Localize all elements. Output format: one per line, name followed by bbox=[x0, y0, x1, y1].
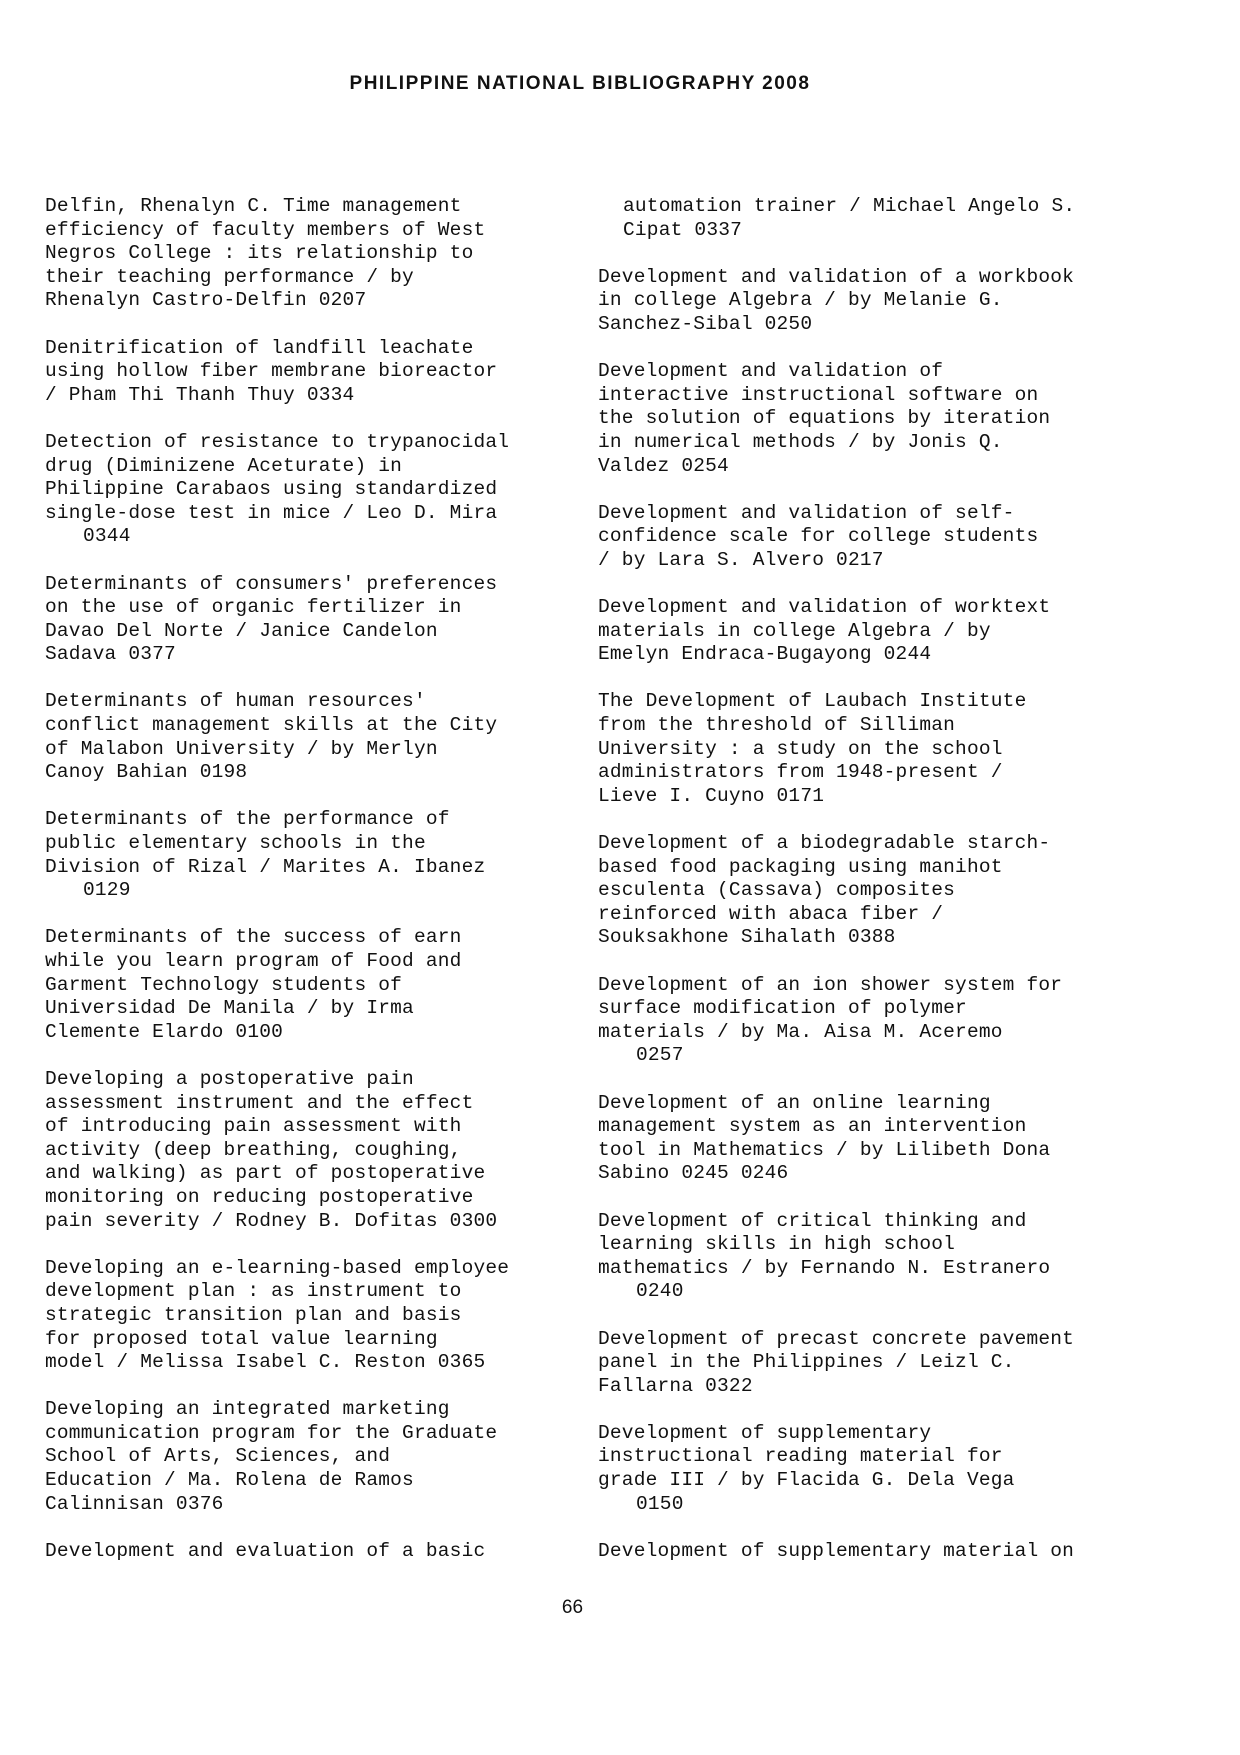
bibliography-entry bbox=[598, 1210, 1128, 1304]
entry-line: of introducing pain assessment with bbox=[45, 1115, 462, 1138]
bibliography-entry bbox=[598, 1328, 1128, 1399]
entry-line: Canoy Bahian 0198 bbox=[45, 761, 248, 784]
entry-line: drug (Diminizene Aceturate) in bbox=[45, 454, 403, 477]
entry-line: communication program for the Graduate bbox=[45, 1421, 498, 1444]
entry-line: Universidad De Manila / by Irma bbox=[45, 997, 414, 1020]
entry-number: 0150 bbox=[636, 1492, 684, 1515]
bibliography-entry bbox=[598, 1540, 1128, 1564]
entry-line: learning skills in high school bbox=[598, 1233, 956, 1256]
entry-line: based food packaging using manihot bbox=[598, 855, 1003, 878]
entry-line: Development and validation of worktext bbox=[598, 596, 1051, 619]
entry-line: interactive instructional software on bbox=[598, 383, 1039, 406]
entry-line: The Development of Laubach Institute bbox=[598, 690, 1027, 713]
entry-line: Development of supplementary material on bbox=[598, 1539, 1075, 1562]
entry-line: Detection of resistance to trypanocidal bbox=[45, 430, 510, 453]
entry-line: esculenta (Cassava) composites bbox=[598, 879, 956, 902]
bibliography-entry bbox=[45, 337, 575, 408]
entry-line: Development of precast concrete pavement bbox=[598, 1327, 1075, 1350]
entry-line: management system as an intervention bbox=[598, 1115, 1027, 1138]
entry-line: Determinants of human resources' bbox=[45, 690, 426, 713]
entry-line: Sanchez-Sibal 0250 bbox=[598, 312, 813, 335]
entry-number: 0344 bbox=[83, 525, 131, 548]
entry-line: on the use of organic fertilizer in bbox=[45, 596, 462, 619]
bibliography-entry bbox=[598, 266, 1128, 337]
entry-line: activity (deep breathing, coughing, bbox=[45, 1138, 462, 1161]
entry-line: single-dose test in mice / Leo D. Mira bbox=[45, 501, 498, 524]
entry-line: / Pham Thi Thanh Thuy 0334 bbox=[45, 383, 355, 406]
entry-line: administrators from 1948-present / bbox=[598, 761, 1003, 784]
bibliography-entry bbox=[45, 195, 575, 313]
entry-line: development plan : as instrument to bbox=[45, 1280, 462, 1303]
entry-line: monitoring on reducing postoperative bbox=[45, 1185, 474, 1208]
entry-line: / by Lara S. Alvero 0217 bbox=[598, 548, 884, 571]
entry-line: Rhenalyn Castro-Delfin 0207 bbox=[45, 289, 367, 312]
entry-line: in numerical methods / by Jonis Q. bbox=[598, 430, 1003, 453]
entry-line: panel in the Philippines / Leizl C. bbox=[598, 1351, 1015, 1374]
bibliography-entry bbox=[45, 573, 575, 667]
entry-line: tool in Mathematics / by Lilibeth Dona bbox=[598, 1138, 1051, 1161]
entry-line: Developing an e-learning-based employee bbox=[45, 1256, 510, 1279]
entry-line: using hollow fiber membrane bioreactor bbox=[45, 360, 498, 383]
entry-line: Delfin, Rhenalyn C. Time management bbox=[45, 195, 462, 217]
page-number: 66 bbox=[561, 1597, 584, 1618]
entry-line: materials / by Ma. Aisa M. Aceremo bbox=[598, 1020, 1003, 1043]
entry-line: of Malabon University / by Merlyn bbox=[45, 737, 438, 760]
entry-line: conflict management skills at the City bbox=[45, 714, 498, 737]
right-column bbox=[598, 195, 1128, 1587]
entry-line: Development and validation of self- bbox=[598, 501, 1015, 524]
entry-line: Education / Ma. Rolena de Ramos bbox=[45, 1469, 414, 1492]
entry-line: Determinants of consumers' preferences bbox=[45, 572, 498, 595]
bibliography-entry bbox=[45, 808, 575, 902]
entry-line: Developing an integrated marketing bbox=[45, 1398, 450, 1421]
entry-line: Denitrification of landfill leachate bbox=[45, 336, 474, 359]
entry-line: assessment instrument and the effect bbox=[45, 1091, 474, 1114]
entry-line: Valdez 0254 bbox=[598, 454, 729, 477]
entry-line: Development and evaluation of a basic bbox=[45, 1539, 486, 1562]
entry-line: Development of critical thinking and bbox=[598, 1209, 1027, 1232]
entry-line: automation trainer / Michael Angelo S. bbox=[623, 195, 1076, 217]
entry-line: Davao Del Norte / Janice Candelon bbox=[45, 619, 438, 642]
entry-line: model / Melissa Isabel C. Reston 0365 bbox=[45, 1351, 486, 1374]
entry-line: Development of an online learning bbox=[598, 1091, 991, 1114]
entry-line: Philippine Carabaos using standardized bbox=[45, 478, 498, 501]
entry-line: Fallarna 0322 bbox=[598, 1374, 753, 1397]
entry-line: confidence scale for college students bbox=[598, 525, 1039, 548]
entry-line: reinforced with abaca fiber / bbox=[598, 902, 944, 925]
entry-line: the solution of equations by iteration bbox=[598, 407, 1051, 430]
entry-line: Cipat 0337 bbox=[623, 218, 743, 241]
entry-line: Division of Rizal / Marites A. Ibanez bbox=[45, 855, 486, 878]
entry-line: Development of supplementary bbox=[598, 1421, 932, 1444]
entry-line: Development and validation of bbox=[598, 360, 944, 383]
entry-line: Lieve I. Cuyno 0171 bbox=[598, 784, 825, 807]
entry-line: materials in college Algebra / by bbox=[598, 619, 991, 642]
bibliography-entry bbox=[45, 1257, 575, 1375]
entry-line: Development of a biodegradable starch- bbox=[598, 832, 1051, 855]
entry-number: 0257 bbox=[636, 1044, 684, 1067]
entry-line: public elementary schools in the bbox=[45, 832, 426, 855]
bibliography-entry bbox=[598, 974, 1128, 1068]
entry-line: their teaching performance / by bbox=[45, 265, 414, 288]
entry-line: and walking) as part of postoperative bbox=[45, 1162, 486, 1185]
entry-line: Sabino 0245 0246 bbox=[598, 1162, 789, 1185]
entry-line: from the threshold of Silliman bbox=[598, 714, 956, 737]
bibliography-entry bbox=[45, 926, 575, 1044]
entry-line: Determinants of the success of earn bbox=[45, 926, 462, 949]
bibliography-entry bbox=[598, 1422, 1128, 1516]
entry-line: in college Algebra / by Melanie G. bbox=[598, 289, 1003, 312]
entry-line: Development and validation of a workbook bbox=[598, 265, 1075, 288]
left-column bbox=[45, 195, 575, 1587]
entry-line: Garment Technology students of bbox=[45, 973, 403, 996]
bibliography-entry bbox=[45, 1068, 575, 1233]
bibliography-entry bbox=[45, 431, 575, 549]
entry-line: for proposed total value learning bbox=[45, 1327, 438, 1350]
entry-number: 0240 bbox=[636, 1280, 684, 1303]
entry-line: Sadava 0377 bbox=[45, 643, 176, 666]
bibliography-entry bbox=[598, 832, 1128, 950]
entry-line: Souksakhone Sihalath 0388 bbox=[598, 926, 896, 949]
bibliography-entry bbox=[598, 502, 1128, 573]
entry-line: Determinants of the performance of bbox=[45, 808, 450, 831]
entry-line: School of Arts, Sciences, and bbox=[45, 1445, 391, 1468]
entry-line: pain severity / Rodney B. Dofitas 0300 bbox=[45, 1209, 498, 1232]
entry-line: efficiency of faculty members of West bbox=[45, 218, 486, 241]
bibliography-entry bbox=[45, 690, 575, 784]
entry-line: grade III / by Flacida G. Dela Vega bbox=[598, 1469, 1015, 1492]
entry-line: while you learn program of Food and bbox=[45, 950, 462, 972]
entry-line: instructional reading material for bbox=[598, 1445, 1003, 1468]
entry-line: Emelyn Endraca-Bugayong 0244 bbox=[598, 643, 932, 666]
bibliography-entry bbox=[598, 690, 1128, 808]
bibliography-entry bbox=[45, 1398, 575, 1516]
entry-line: Clemente Elardo 0100 bbox=[45, 1020, 284, 1043]
entry-line: Negros College : its relationship to bbox=[45, 242, 474, 265]
bibliography-entry bbox=[598, 360, 1128, 478]
page-title: PHILIPPINE NATIONAL BIBLIOGRAPHY 2008 bbox=[349, 73, 811, 94]
bibliography-entry bbox=[598, 195, 1128, 242]
bibliography-entry bbox=[598, 596, 1128, 667]
entry-line: strategic transition plan and basis bbox=[45, 1303, 462, 1326]
entry-line: Development of an ion shower system for bbox=[598, 973, 1063, 996]
bibliography-entry bbox=[45, 1540, 575, 1564]
entry-line: Developing a postoperative pain bbox=[45, 1067, 414, 1090]
entry-line: Calinnisan 0376 bbox=[45, 1492, 224, 1515]
entry-line: surface modification of polymer bbox=[598, 997, 967, 1020]
bibliography-entry bbox=[598, 1092, 1128, 1186]
entry-line: University : a study on the school bbox=[598, 737, 1003, 760]
entry-number: 0129 bbox=[83, 879, 131, 902]
entry-line: mathematics / by Fernando N. Estranero bbox=[598, 1256, 1051, 1279]
